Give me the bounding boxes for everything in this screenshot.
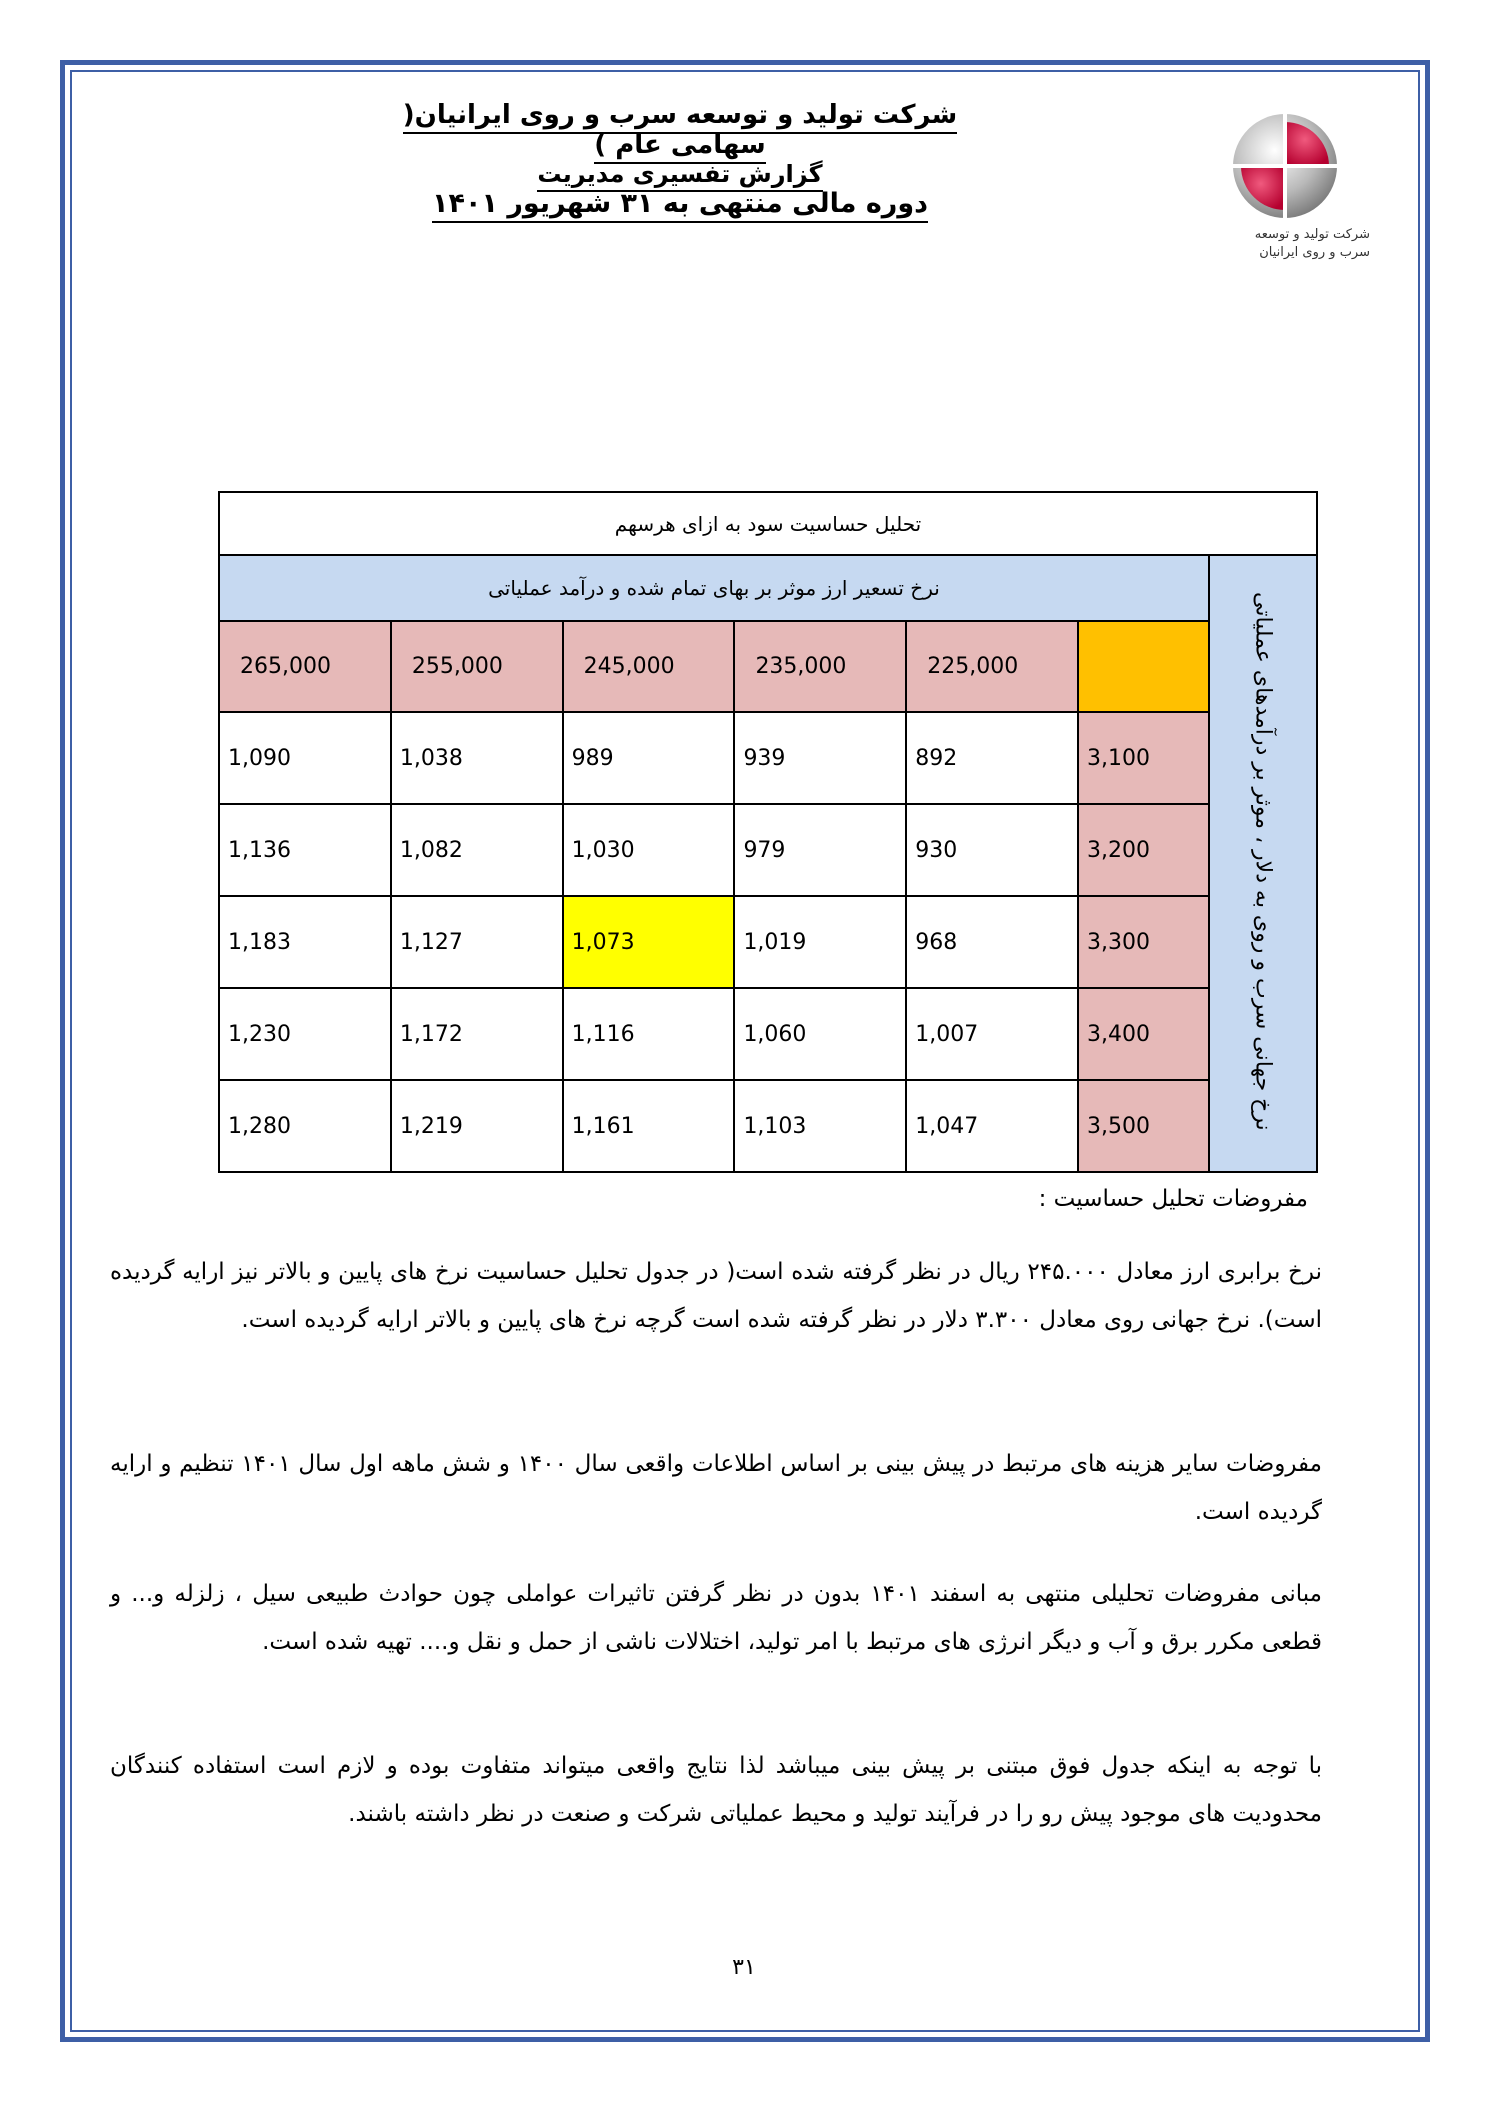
column-header: 265,000 bbox=[219, 621, 391, 712]
table-cell: 892 bbox=[906, 712, 1078, 804]
table-cell: 930 bbox=[906, 804, 1078, 896]
table-cell: 1,183 bbox=[219, 896, 391, 988]
table-cell: 1,007 bbox=[906, 988, 1078, 1080]
table-row bbox=[219, 712, 1317, 804]
report-title: گزارش تفسیری مدیریت bbox=[360, 160, 1000, 188]
row-label: 3,100 bbox=[1078, 712, 1209, 804]
table-cell: 989 bbox=[563, 712, 735, 804]
table-cell: 939 bbox=[734, 712, 906, 804]
paragraph-basis-assumption: مبانی مفروضات تحلیلی منتهی به اسفند ۱۴۰۱ بدون در نظر گرفتن تاثیرات عواملی چون حوادث طبیعی سیل ، زلزله و... و قطعی مکرر برق و آب و دیگر انرژی های مرتبط با امر تولید، اختلالات ناشی از حمل و نقل و.... تهیه شده است. bbox=[110, 1581, 1322, 1655]
column-header: 225,000 bbox=[906, 621, 1078, 712]
assumptions-title: مفروضات تحلیل حساسیت : bbox=[1038, 1186, 1308, 1212]
column-header: 255,000 bbox=[391, 621, 563, 712]
row-label: 3,300 bbox=[1078, 896, 1209, 988]
table-cell: 1,127 bbox=[391, 896, 563, 988]
table-cell: 968 bbox=[906, 896, 1078, 988]
table-cell: 1,082 bbox=[391, 804, 563, 896]
table-row bbox=[219, 988, 1317, 1080]
company-title: شرکت تولید و توسعه سرب و روی ایرانیان( سهامی عام ) bbox=[360, 100, 1000, 160]
table-cell: 1,103 bbox=[734, 1080, 906, 1172]
table-cell: 1,047 bbox=[906, 1080, 1078, 1172]
table-cell: 1,280 bbox=[219, 1080, 391, 1172]
table-cell: 1,136 bbox=[219, 804, 391, 896]
table-cell: 1,219 bbox=[391, 1080, 563, 1172]
report-header bbox=[360, 100, 1000, 219]
column-header: 235,000 bbox=[734, 621, 906, 712]
table-cell: 1,172 bbox=[391, 988, 563, 1080]
column-group-label: نرخ تسعیر ارز موثر بر بهای تمام شده و درآمد عملیاتی bbox=[219, 555, 1209, 621]
table-title: تحلیل حساسیت سود به ازای هرسهم bbox=[219, 492, 1317, 555]
logo-caption-line1: شرکت تولید و توسعه bbox=[1254, 227, 1370, 242]
paragraph-costs-assumption: مفروضات سایر هزینه های مرتبط در پیش بینی بر اساس اطلاعات واقعی سال ۱۴۰۰ و شش ماهه اول سال ۱۴۰۱ تنظیم و ارایه گردیده است. bbox=[110, 1451, 1322, 1525]
column-header: 245,000 bbox=[563, 621, 735, 712]
table-cell: 1,230 bbox=[219, 988, 391, 1080]
logo-caption-line2: سرب و روی ایرانیان bbox=[1259, 245, 1370, 260]
table-row bbox=[219, 896, 1317, 988]
logo-caption bbox=[1200, 226, 1370, 262]
row-label: 3,400 bbox=[1078, 988, 1209, 1080]
table-cell: 1,116 bbox=[563, 988, 735, 1080]
table-cell: 979 bbox=[734, 804, 906, 896]
paragraph-fx-assumption: نرخ برابری ارز معادل ۲۴۵.۰۰۰ ریال در نظر گرفته شده است( در جدول تحلیل حساسیت نرخ های پایین و بالاتر نیز ارایه گردیده است). نرخ جهانی روی معادل ۳.۳۰۰ دلار در نظر گرفته شده است گرچه نرخ های پایین و بالاتر ارایه گردیده است. bbox=[110, 1259, 1322, 1333]
table-cell: 1,161 bbox=[563, 1080, 735, 1172]
sensitivity-table bbox=[218, 491, 1318, 1173]
row-group-label: نرخ جهانی سرب و روی به دلار ، موثر بر درآمدهای عملیاتی bbox=[1209, 555, 1317, 1172]
table-cell: 1,019 bbox=[734, 896, 906, 988]
table-cell: 1,060 bbox=[734, 988, 906, 1080]
table-row bbox=[219, 804, 1317, 896]
table-row bbox=[219, 1080, 1317, 1172]
paragraph-disclaimer: با توجه به اینکه جدول فوق مبتنی بر پیش بینی میباشد لذا نتایج واقعی میتواند متفاوت بوده و لازم است استفاده کنندگان محدودیت های موجود پیش رو را در فرآیند تولید و محیط عملیاتی شرکت و صنعت در نظر داشته باشند. bbox=[110, 1753, 1322, 1827]
period-title: دوره مالی منتهی به ۳۱ شهریور ۱۴۰۱ bbox=[360, 188, 1000, 219]
page-number: ۳۱ bbox=[732, 1955, 756, 1980]
table-cell: 1,090 bbox=[219, 712, 391, 804]
table-cell: 1,038 bbox=[391, 712, 563, 804]
table-cell: 1,030 bbox=[563, 804, 735, 896]
highlighted-cell: 1,073 bbox=[563, 896, 735, 988]
corner-cell bbox=[1078, 621, 1209, 712]
row-label: 3,200 bbox=[1078, 804, 1209, 896]
row-label: 3,500 bbox=[1078, 1080, 1209, 1172]
